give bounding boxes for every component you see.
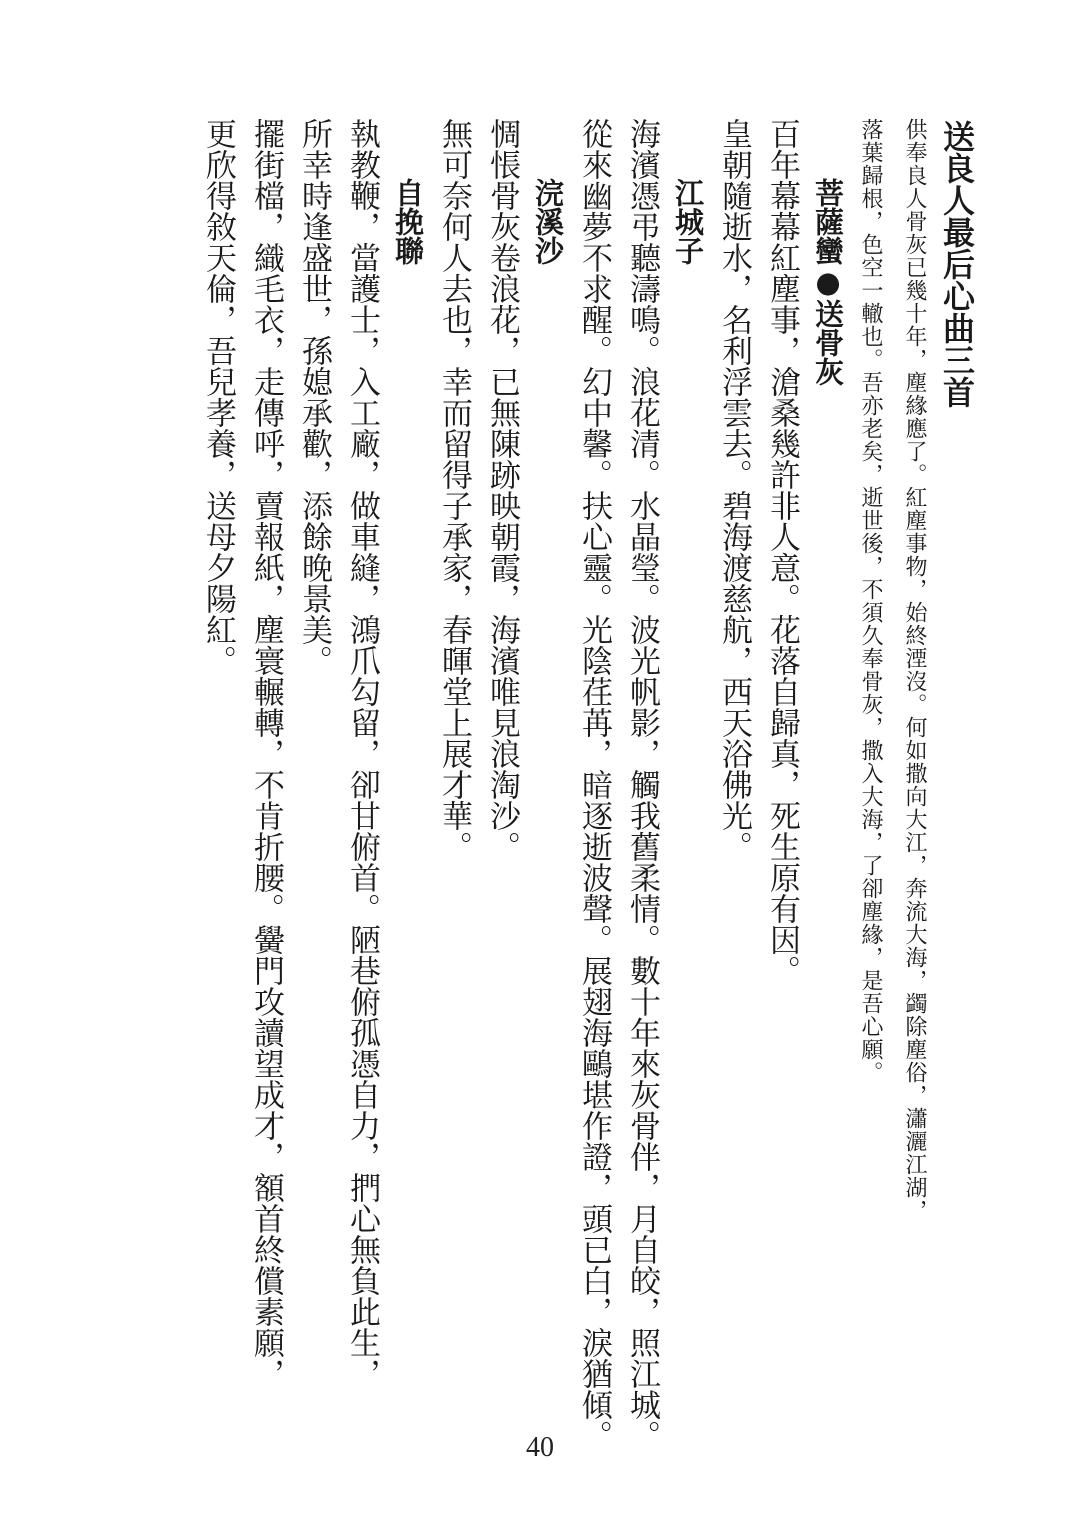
preface-line: 落葉歸根，色空一轍也。吾亦老矣，逝世後，不須久奉骨灰，撒入大海，了卻塵緣，是吾心願。 <box>858 118 883 1084</box>
verse-line: 無可奈何人去也，幸而留得子承家，春暉堂上展才華。 <box>436 118 472 862</box>
couplet-line: 執教鞭，當護士，入工廠，做車縫，鴻爪勾留，卻甘俯首。陋巷俯孤憑自力，捫心無負此生， <box>344 118 380 1389</box>
verse-line: 皇朝隨逝水，名利浮雲去。碧海渡慈航，西天浴佛光。 <box>716 118 752 862</box>
page-number: 40 <box>526 1432 554 1463</box>
couplet-line: 更欣得敘天倫，吾兒孝養，送母夕陽紅。 <box>200 118 236 676</box>
verse-line: 惆悵骨灰卷浪花，已無陳跡映朝霞，海濱唯見浪淘沙。 <box>484 118 520 862</box>
section-heading-jiangchengzi: 江城子 <box>671 178 705 265</box>
preface-line: 供奉良人骨灰已幾十年，塵緣應了。紅塵事物，始終湮沒。何如撒向大江，奔流大海，蠲除塵俗，瀟灑江湖， <box>902 118 927 1222</box>
section-heading-huanxisha: 浣溪沙 <box>531 178 565 265</box>
verse-line: 百年幕幕紅塵事，滄桑幾許非人意。花落自歸真，死生原有因。 <box>764 118 800 986</box>
couplet-line: 擺街檔，織毛衣，走傳呼，賣報紙，塵寰輾轉，不肯折腰。黌門攻讀望成才，額首終償素願， <box>248 118 284 1389</box>
verse-line: 從來幽夢不求醒。幻中馨。扶心靈。光陰荏苒，暗逐逝波聲。展翅海鷗堪作證，頭已白，淚猶傾。 <box>576 118 612 1451</box>
couplet-line: 所幸時逢盛世，孫媳承歡，添餘晚景美。 <box>296 118 332 676</box>
section-heading-pusaman: 菩薩蠻●送骨灰 <box>811 178 845 386</box>
verse-line: 海濱憑弔聽濤鳴。浪花清。水晶瑩。波光帆影，觸我舊柔情。數十年來灰骨伴，月自皎，照江城。 <box>624 118 660 1451</box>
section-heading-self-elegy-couplet: 自挽聯 <box>391 178 425 265</box>
document-title: 送良人最后心曲三首 <box>938 120 976 408</box>
